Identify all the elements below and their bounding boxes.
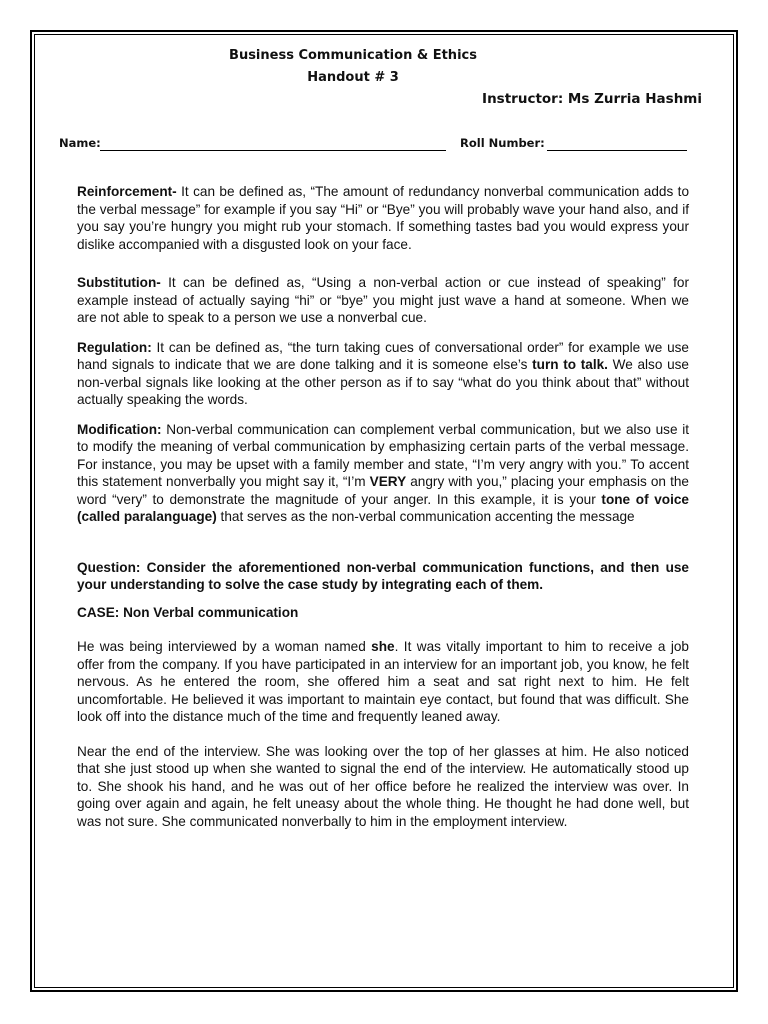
handout-body <box>77 183 689 830</box>
reinforcement-text: It can be defined as, “The amount of redundancy nonverbal communication adds to the verbal message” for example if you say “Hi” or “Bye” you will probably wave your hand also, and if you say you’re hungry you might rub your stomach. If something tastes bad you would express your dislike accompanied with a disgusted look on your face. <box>77 184 689 252</box>
substitution-paragraph <box>77 274 689 327</box>
regulation-term: Regulation: <box>77 339 152 355</box>
modification-text-1: Non-verbal communication can complement verbal communication, but we also use it to modify the meaning of verbal communication by emphasizing certain parts of the verbal message. For instance, you may be upset with a family member and state, “I’m very angry with you.” To accent this statement nonverbally you might say it, “I’m <box>77 421 689 489</box>
regulation-paragraph <box>77 339 689 409</box>
case-paragraph-2: Near the end of the interview. She was looking over the top of her glasses at him. He also noticed that she just stood up when she wanted to signal the end of the interview. He automatically stood up to. She shook his hand, and he was out of her office before he realized the interview was over. In going over again and again, he felt uneasy about the whole thing. He thought he had done well, but was not sure. She communicated nonverbally to him in the employment interview. <box>77 743 689 829</box>
modification-paragraph <box>77 421 689 526</box>
course-title: Business Communication & Ethics <box>229 48 477 63</box>
case-paragraph-1 <box>77 638 689 726</box>
modification-very: VERY <box>369 474 407 489</box>
substitution-text: It can be defined as, “Using a non-verbal action or cue instead of speaking” for example instead of actually saying “hi” or “bye” you might just wave a hand at someone. When we are not able to speak to a person we use a nonverbal cue. <box>77 275 689 325</box>
roll-number-label: Roll Number: <box>460 136 545 150</box>
case-p1-text-1: He was being interviewed by a woman named <box>77 639 372 654</box>
instructor-name: Instructor: Ms Zurria Hashmi <box>482 91 702 107</box>
modification-text-3: that serves as the non-verbal communication accenting the message <box>216 509 635 524</box>
regulation-text: It can be defined as, “the turn taking cues of conversational order” for example we use hand signals to indicate that we are done talking and it is someone else’s <box>77 339 689 372</box>
reinforcement-paragraph <box>77 183 689 253</box>
case-p1-text-2: . It was vitally important to him to receive a job offer from the company. If you have participated in an interview for an important job, you know, he felt nervous. As he entered the room, she offered him a seat and sat right next to him. He felt uncomfortable. He believed it was important to maintain eye contact, but found that was difficult. She look off into the distance much of the time and frequently leaned away. <box>77 639 689 724</box>
modification-tone: tone of voice (called paralanguage) <box>77 491 689 524</box>
modification-text-2: angry with you,” placing your emphasis on the word “very” to demonstrate the magnitude of your anger. In this example, it is your <box>77 474 689 507</box>
case-p1-she: she <box>371 639 395 654</box>
case-title: CASE: Non Verbal communication <box>77 604 299 620</box>
handout-number: Handout # 3 <box>307 70 399 85</box>
name-field[interactable] <box>100 150 446 151</box>
modification-term: Modification: <box>77 421 162 437</box>
reinforcement-term: Reinforcement- <box>77 184 177 199</box>
substitution-term: Substitution- <box>77 275 161 290</box>
student-fields <box>59 136 688 154</box>
name-label: Name: <box>59 136 101 150</box>
regulation-bold: turn to talk. <box>532 357 608 372</box>
regulation-text-2: We also use non-verbal signals like looking at the other person as if to say “what do you think about that” without actually speaking the words. <box>77 357 689 407</box>
roll-number-field[interactable] <box>547 150 687 151</box>
question-text: Question: Consider the aforementioned non-verbal communication functions, and then use your understanding to solve the case study by integrating each of them. <box>77 559 689 592</box>
